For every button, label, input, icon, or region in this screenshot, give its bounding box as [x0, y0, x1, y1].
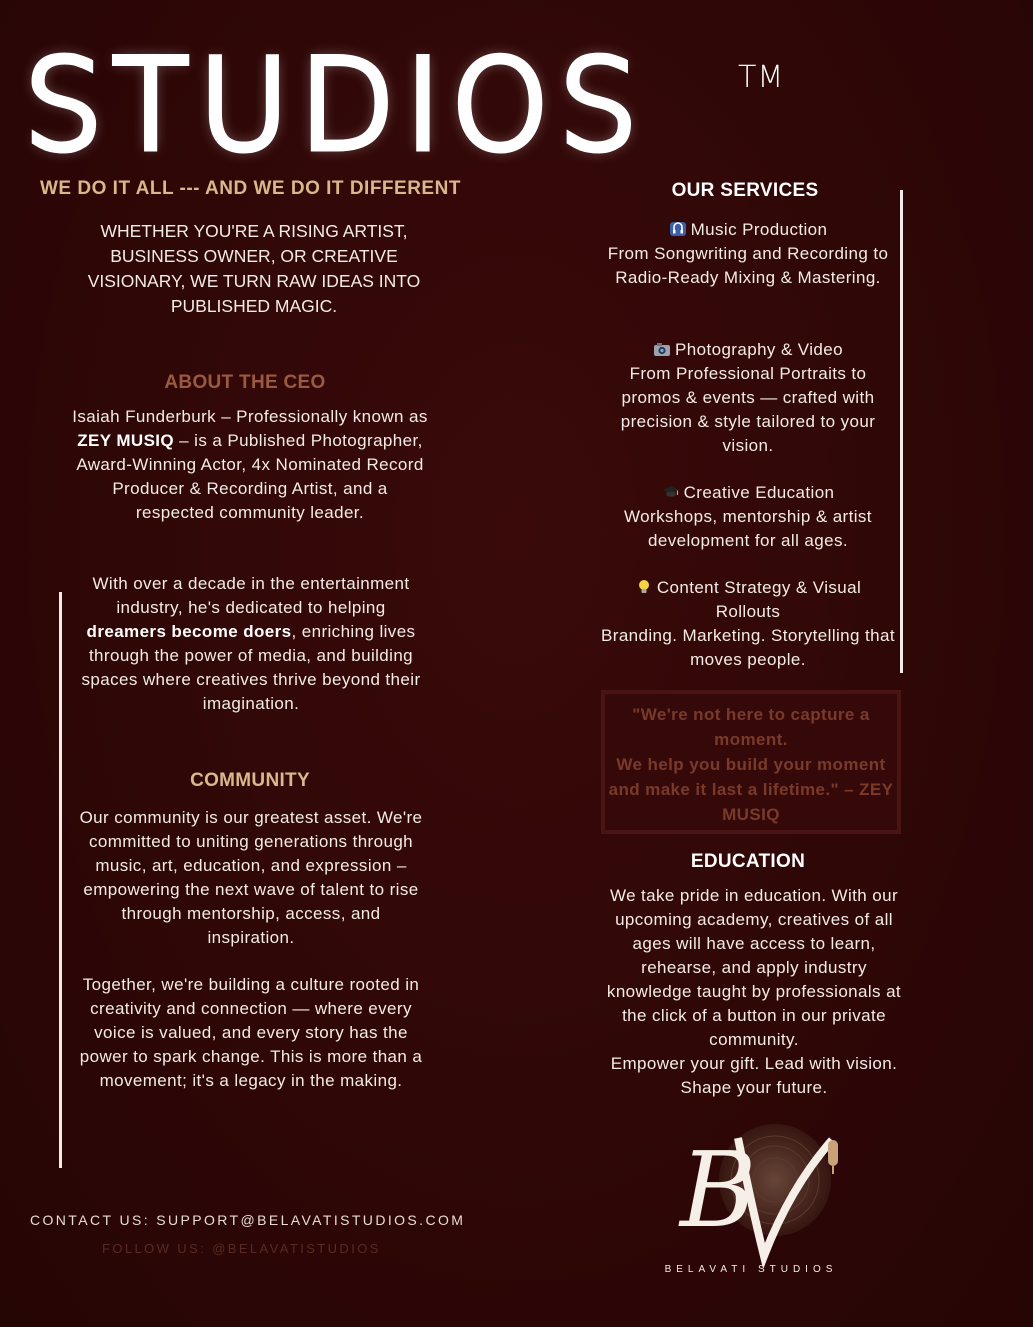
left-divider-line	[59, 592, 62, 1168]
service-music-production: Music Production From Songwriting and Recording to Radio-Ready Mixing & Mastering.	[607, 220, 889, 287]
lightbulb-icon	[635, 578, 653, 594]
quote-text: "We're not here to capture a moment. We help you build your moment and make it last a lifetime." – ZEY MUSIQ	[608, 705, 894, 824]
logo-monogram: B	[680, 1129, 757, 1251]
about-heading: ABOUT THE CEO	[164, 372, 326, 393]
about-paragraph-2: With over a decade in the entertainment industry, he's dedicated to helping dreamers become doers, enriching lives through the power of media, and building spaces where creatives thrive beyond their imagination.	[81, 574, 421, 713]
camera-icon	[653, 340, 671, 356]
quote-box	[601, 690, 901, 834]
graduation-cap-icon	[662, 483, 680, 499]
education-heading: EDUCATION	[690, 851, 806, 872]
follow-handle[interactable]: FOLLOW US: @BELAVATISTUDIOS	[102, 1241, 381, 1256]
trademark-mark: TM	[738, 60, 785, 95]
emphasis-text: dreamers become doers	[86, 622, 292, 641]
service-content-strategy: Content Strategy & Visual Rollouts Branding. Marketing. Storytelling that moves people.	[601, 578, 895, 669]
about-paragraph-1: Isaiah Funderburk – Professionally known as ZEY MUSIQ – is a Published Photographer, Award-Winning Actor, 4x Nominated Record Producer & Recording Artist, and a respected community leader.	[72, 407, 428, 522]
right-divider-line	[900, 190, 903, 673]
ceo-name: ZEY MUSIQ	[77, 431, 175, 450]
service-creative-education: Creative Education Workshops, mentorship & artist development for all ages.	[624, 483, 872, 550]
tagline: WE DO IT ALL --- AND WE DO IT DIFFERENT	[40, 178, 461, 199]
intro-text: WHETHER YOU'RE A RISING ARTIST, BUSINESS OWNER, OR CREATIVE VISIONARY, WE TURN RAW IDEAS INTO PUBLISHED MAGIC.	[87, 221, 421, 316]
logo-caption: BELAVATI STUDIOS	[664, 1264, 838, 1275]
services-heading: OUR SERVICES	[671, 180, 819, 201]
community-paragraph-2: Together, we're building a culture rooted in creativity and connection — where every voice is valued, and every story has the power to spark change. This is more than a movement; it's a legacy in the making.	[79, 975, 423, 1090]
community-heading: COMMUNITY	[190, 770, 310, 791]
headphones-icon	[669, 220, 687, 236]
community-paragraph-1: Our community is our greatest asset. We're committed to uniting generations through music, art, education, and expression – empowering the next wave of talent to rise through mentorship, access, and inspiration.	[79, 808, 423, 947]
education-paragraph: We take pride in education. With our upcoming academy, creatives of all ages will have access to learn, rehearse, and apply industry knowledge taught by professionals at the click of a button in our private community. Empower your gift. Lead with vision. Shape your future.	[606, 886, 902, 1097]
brand-logo	[660, 1118, 860, 1268]
service-photography-video: Photography & Video From Professional Portraits to promos & events — crafted with precision & style tailored to your vision.	[620, 340, 876, 455]
page-title: STUDIOS	[24, 34, 648, 178]
contact-email[interactable]: CONTACT US: SUPPORT@BELAVATISTUDIOS.COM	[30, 1212, 466, 1228]
